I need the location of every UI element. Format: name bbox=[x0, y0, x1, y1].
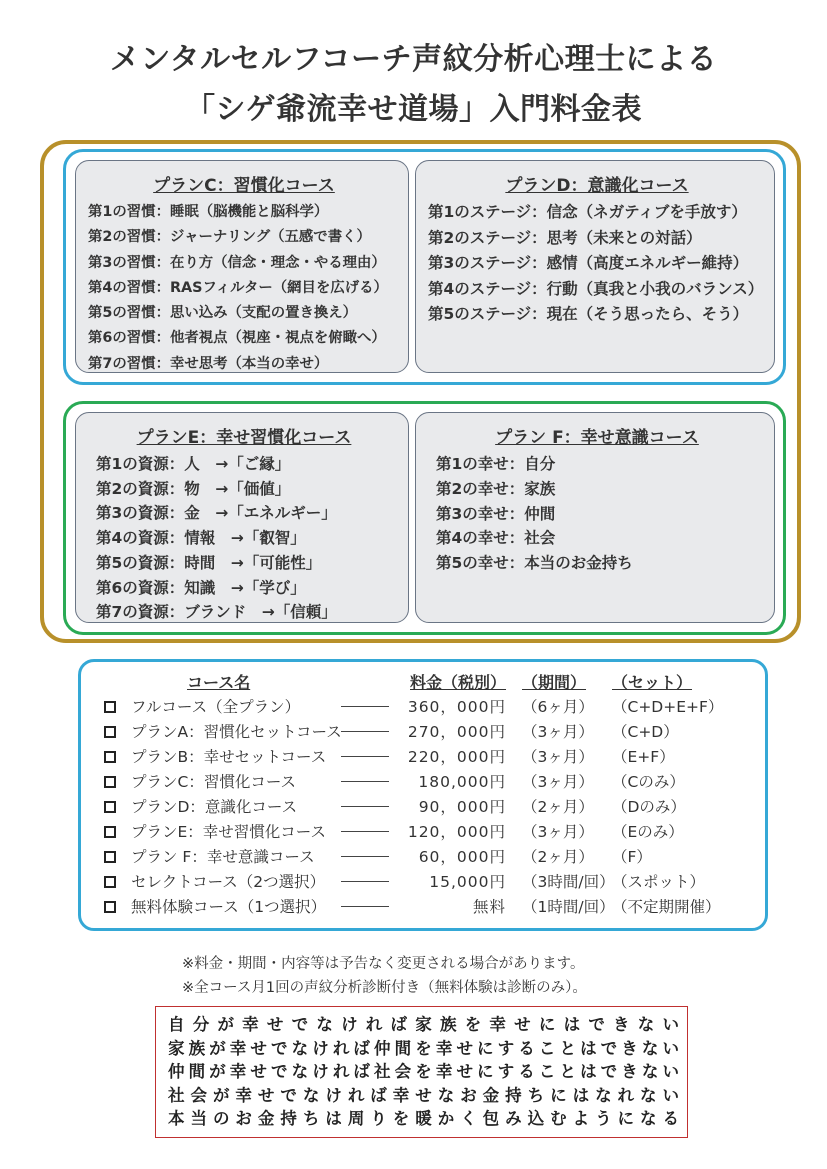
list-item: 第4の習慣：RASフィルター（網目を広げる） bbox=[88, 279, 388, 296]
pricing-header-course: コース名 bbox=[187, 673, 251, 692]
list-item: 第4のステージ：行動（真我と小我のバランス） bbox=[428, 279, 764, 298]
checkbox-icon[interactable] bbox=[104, 876, 116, 888]
list-item: 第4の幸せ：社会 bbox=[436, 529, 556, 548]
table-row bbox=[0, 820, 827, 844]
course-period: （3ヶ月） bbox=[522, 773, 594, 791]
course-period: （3ヶ月） bbox=[522, 823, 594, 841]
motto-line: 家族が幸せでなければ仲間を幸せにすることはできない bbox=[168, 1038, 679, 1058]
checkbox-icon[interactable] bbox=[104, 901, 116, 913]
course-price: 60，000円 bbox=[418, 848, 506, 866]
plan-f-card bbox=[415, 412, 775, 623]
checkbox-icon[interactable] bbox=[104, 751, 116, 763]
plan-c-list bbox=[88, 200, 400, 377]
course-price: 270，000円 bbox=[407, 723, 506, 741]
checkbox-icon[interactable] bbox=[104, 776, 116, 788]
list-item: 第3の資源：金 →「エネルギー」 bbox=[96, 504, 337, 523]
list-item: 第5のステージ：現在（そう思ったら、そう） bbox=[428, 305, 749, 324]
table-row bbox=[0, 870, 827, 894]
leader-line bbox=[341, 706, 389, 707]
course-set: （Cのみ） bbox=[612, 773, 685, 791]
course-name: プランB：幸せセットコース bbox=[131, 748, 327, 766]
note-text: ※料金・期間・内容等は予告なく変更される場合があります。 bbox=[182, 956, 585, 972]
plan-f-title: プラン F：幸せ意識コース bbox=[495, 428, 699, 448]
list-item: 第2の幸せ：家族 bbox=[436, 479, 556, 498]
course-price: 180,000円 bbox=[418, 773, 506, 791]
course-price: 220，000円 bbox=[407, 748, 506, 766]
leader-line bbox=[341, 756, 389, 757]
motto-line: 社会が幸せでなければ幸せなお金持ちにはなれない bbox=[168, 1085, 679, 1105]
pricing-header-set: （セット） bbox=[612, 673, 693, 692]
course-period: （2ヶ月） bbox=[522, 848, 594, 866]
course-set: （Dのみ） bbox=[612, 798, 686, 816]
leader-line bbox=[341, 731, 389, 732]
leader-line bbox=[341, 806, 389, 807]
list-item: 第1の習慣：睡眠（脳機能と脳科学） bbox=[88, 204, 329, 220]
checkbox-icon[interactable] bbox=[104, 701, 116, 713]
course-period: （1時間/回） bbox=[522, 898, 615, 916]
leader-line bbox=[341, 856, 389, 857]
checkbox-icon[interactable] bbox=[104, 851, 116, 863]
list-item: 第2の習慣：ジャーナリング（五感で書く） bbox=[88, 229, 371, 246]
leader-line bbox=[341, 781, 389, 782]
course-name: フルコース（全プラン） bbox=[131, 698, 301, 716]
course-period: （3ヶ月） bbox=[522, 748, 594, 766]
checkbox-icon[interactable] bbox=[104, 801, 116, 813]
table-row bbox=[0, 795, 827, 819]
plan-d-card bbox=[415, 160, 775, 373]
page-title-line-1: メンタルセルフコーチ声紋分析心理士による bbox=[109, 42, 718, 77]
motto-line: 本当のお金持ちは周りを暖かく包み込むようになる bbox=[168, 1109, 679, 1129]
plan-e-card bbox=[75, 412, 409, 623]
course-name: プランC：習慣化コース bbox=[131, 773, 297, 791]
course-period: （6ヶ月） bbox=[522, 698, 594, 716]
plan-c-card bbox=[75, 160, 409, 373]
course-name: プラン F：幸せ意識コース bbox=[131, 848, 315, 866]
table-row bbox=[0, 695, 827, 719]
course-price: 無料 bbox=[472, 898, 506, 916]
plan-d-list bbox=[428, 200, 766, 328]
plan-e-list bbox=[88, 452, 400, 625]
motto-box bbox=[155, 1006, 688, 1138]
list-item: 第5の資源：時間 →「可能性」 bbox=[96, 553, 322, 572]
pricing-header-price: 料金（税別） bbox=[410, 673, 507, 692]
plan-f-list bbox=[428, 452, 766, 576]
plan-d-title: プランD：意識化コース bbox=[505, 176, 689, 196]
list-item: 第1の資源：人 →「ご縁」 bbox=[96, 455, 291, 473]
leader-line bbox=[341, 831, 389, 832]
list-item: 第7の習慣：幸せ思考（本当の幸せ） bbox=[88, 355, 329, 372]
note-text: ※全コース月1回の声紋分析診断付き（無料体験は診断のみ）。 bbox=[182, 980, 587, 996]
pricing-header-period: （期間） bbox=[522, 673, 587, 692]
list-item: 第3の習慣：在り方（信念・理念・やる理由） bbox=[88, 254, 386, 271]
course-price: 120，000円 bbox=[407, 823, 506, 841]
course-name: プランA：習慣化セットコース bbox=[131, 723, 342, 741]
course-set: （E+F） bbox=[612, 748, 675, 766]
table-row bbox=[0, 895, 827, 919]
list-item: 第1のステージ：信念（ネガティブを手放す） bbox=[428, 203, 747, 221]
table-row bbox=[0, 720, 827, 744]
course-set: （C+D+E+F） bbox=[612, 698, 724, 716]
course-set: （スポット） bbox=[612, 873, 706, 891]
course-period: （3ヶ月） bbox=[522, 723, 594, 741]
table-row bbox=[0, 745, 827, 769]
course-set: （不定期開催） bbox=[612, 898, 721, 916]
table-row bbox=[0, 770, 827, 794]
list-item: 第6の資源：知識 →「学び」 bbox=[96, 578, 306, 597]
leader-line bbox=[341, 881, 389, 882]
plan-e-title: プランE：幸せ習慣化コース bbox=[136, 428, 352, 448]
course-set: （F） bbox=[612, 848, 652, 866]
course-period: （2ヶ月） bbox=[522, 798, 594, 816]
course-period: （3時間/回） bbox=[522, 873, 615, 891]
checkbox-icon[interactable] bbox=[104, 726, 116, 738]
course-set: （Eのみ） bbox=[612, 823, 684, 841]
course-price: 15,000円 bbox=[429, 873, 506, 891]
list-item: 第3のステージ：感情（高度エネルギー維持） bbox=[428, 254, 749, 273]
checkbox-icon[interactable] bbox=[104, 826, 116, 838]
plan-c-title: プランC：習慣化コース bbox=[153, 176, 335, 196]
list-item: 第6の習慣：他者視点（視座・視点を俯瞰へ） bbox=[88, 330, 386, 347]
motto-line: 仲間が幸せでなければ社会を幸せにすることはできない bbox=[168, 1062, 679, 1082]
course-price: 360，000円 bbox=[407, 698, 506, 716]
course-set: （C+D） bbox=[612, 723, 679, 741]
list-item: 第1の幸せ：自分 bbox=[436, 455, 556, 473]
list-item: 第2のステージ：思考（未来との対話） bbox=[428, 228, 702, 247]
list-item: 第2の資源：物 →「価値」 bbox=[96, 479, 291, 498]
leader-line bbox=[341, 906, 389, 907]
course-name: プランE：幸せ習慣化コース bbox=[131, 823, 327, 841]
table-row bbox=[0, 845, 827, 869]
list-item: 第4の資源：情報 →「叡智」 bbox=[96, 529, 306, 548]
list-item: 第3の幸せ：仲間 bbox=[436, 504, 556, 523]
course-price: 90，000円 bbox=[418, 798, 506, 816]
list-item: 第5の幸せ：本当のお金持ち bbox=[436, 554, 633, 573]
list-item: 第5の習慣：思い込み（支配の置き換え） bbox=[88, 305, 358, 322]
list-item: 第7の資源：ブランド →「信頼」 bbox=[96, 603, 337, 622]
course-name: セレクトコース（2つ選択） bbox=[131, 873, 326, 891]
course-name: 無料体験コース（1つ選択） bbox=[131, 898, 327, 916]
page-title-line-2: 「シゲ爺流幸せ道場」入門料金表 bbox=[185, 92, 642, 127]
motto-line: 自分が幸せでなければ家族を幸せにはできない bbox=[168, 1015, 679, 1034]
course-name: プランD：意識化コース bbox=[131, 798, 298, 816]
